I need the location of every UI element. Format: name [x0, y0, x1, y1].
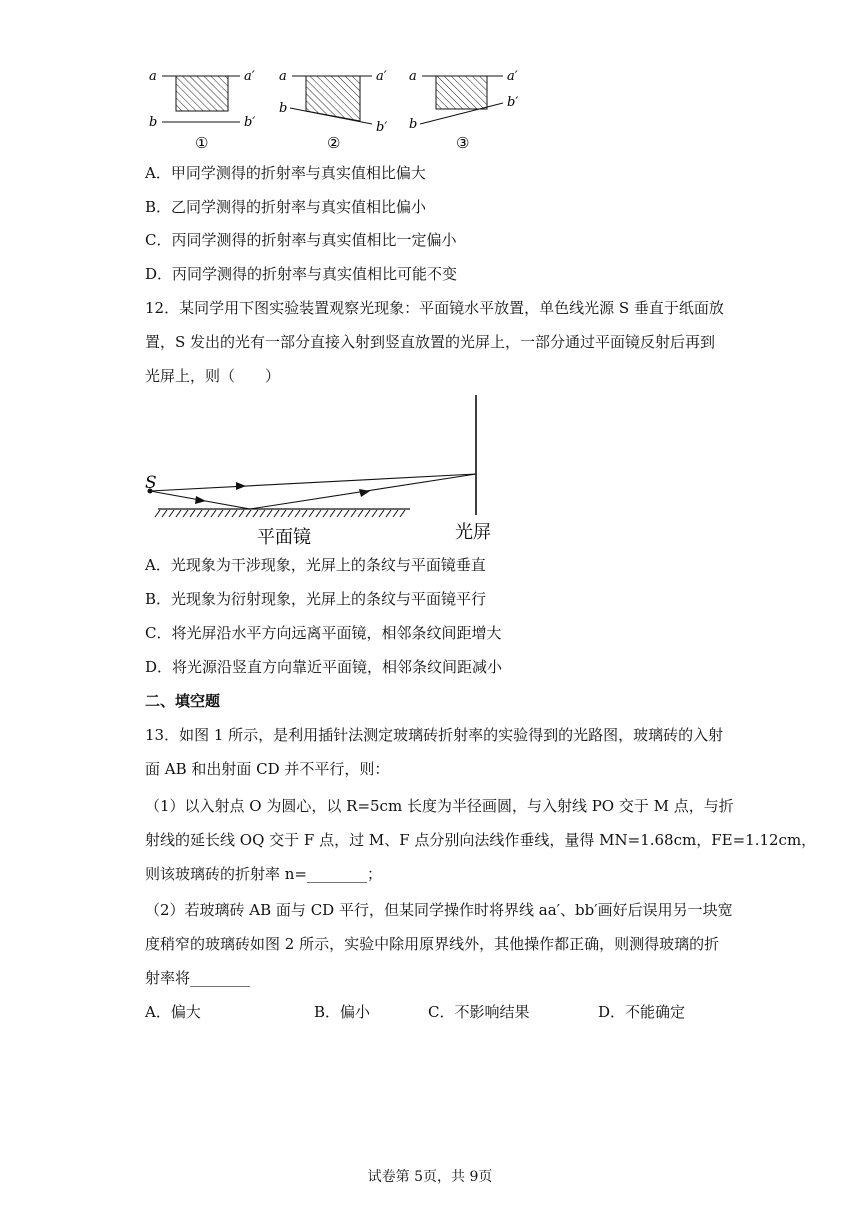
label-a-prime: a′: [244, 69, 255, 84]
glass-figure-2: [279, 69, 387, 152]
label-a: a: [149, 69, 157, 84]
q11-option-d[interactable]: D．丙同学测得的折射率与真实值相比可能不变: [145, 265, 458, 283]
q13-line-3: （1）以入射点 O 为圆心，以 R=5cm 长度为半径画圆，与入射线 PO 交于 M 点，与折: [145, 797, 734, 815]
q13-choice-a[interactable]: A．偏大: [145, 1003, 201, 1021]
q13-line-8: 射率将________: [145, 969, 251, 987]
section-title: 二、填空题: [145, 692, 221, 710]
source-label: S: [145, 473, 157, 493]
q11-option-b[interactable]: B．乙同学测得的折射率与真实值相比偏小: [145, 198, 427, 216]
glass-figure-3: [409, 69, 518, 152]
q13-line-4: 射线的延长线 OQ 交于 F 点，过 M、F 点分别向法线作垂线，量得 MN=1.68cm，FE=1.12cm，: [145, 831, 817, 849]
lloyd-mirror-figure: [145, 395, 491, 548]
screen-label: 光屏: [455, 522, 491, 543]
q12-stem-line-1: 12．某同学用下图实验装置观察光现象：平面镜水平放置，单色线光源 S 垂直于纸面放: [145, 299, 724, 317]
arrow-direct: [236, 482, 246, 490]
reflected-ray: [150, 474, 476, 509]
q12-option-b[interactable]: B．光现象为衍射现象，光屏上的条纹与平面镜平行: [145, 590, 487, 608]
label-b-prime: b′: [507, 95, 519, 110]
q13-line-1: 13．如图 1 所示，是利用插针法测定玻璃砖折射率的实验得到的光路图，玻璃砖的入射: [145, 726, 724, 744]
label-b-prime: b′: [376, 120, 388, 135]
label-a: a: [409, 69, 417, 84]
q12-stem-line-3: 光屏上，则（ ）: [145, 367, 281, 385]
caption-3: ③: [456, 134, 470, 152]
arrow-incident: [195, 496, 206, 504]
caption-1: ①: [195, 134, 209, 152]
direct-ray: [150, 474, 476, 491]
q12-option-c[interactable]: C．将光屏沿水平方向远离平面镜，相邻条纹间距增大: [145, 624, 502, 642]
label-b-prime: b′: [244, 115, 256, 130]
label-b: b: [409, 117, 418, 132]
q13-line-7: 度稍窄的玻璃砖如图 2 所示，实验中除用原界线外，其他操作都正确，则测得玻璃的折: [145, 935, 720, 953]
q12-stem-line-2: 置，S 发出的光有一部分直接入射到竖直放置的光屏上，一部分通过平面镜反射后再到: [145, 333, 716, 351]
glass-figure-1: [149, 69, 255, 152]
label-a-prime: a′: [507, 69, 518, 84]
label-b: b: [279, 101, 288, 116]
caption-2: ②: [327, 134, 341, 152]
mirror-hatching: [155, 510, 405, 517]
q13-line-5: 则该玻璃砖的折射率 n=________；: [145, 865, 382, 883]
q12-option-d[interactable]: D．将光源沿竖直方向靠近平面镜，相邻条纹间距减小: [145, 658, 503, 676]
mirror-label: 平面镜: [257, 527, 311, 548]
q13-choice-d[interactable]: D．不能确定: [598, 1003, 686, 1021]
q12-option-a[interactable]: A．光现象为干涉现象，光屏上的条纹与平面镜垂直: [145, 556, 486, 574]
q13-line-6: （2）若玻璃砖 AB 面与 CD 平行，但某同学操作时将界线 aa′、bb′画好后误用另一块宽: [145, 901, 733, 919]
q13-choice-b[interactable]: B．偏小: [314, 1003, 371, 1021]
page-footer: 试卷第 5页，共 9页: [367, 1169, 493, 1185]
q11-option-a[interactable]: A．甲同学测得的折射率与真实值相比偏大: [145, 164, 426, 182]
q11-option-c[interactable]: C．丙同学测得的折射率与真实值相比一定偏小: [145, 231, 457, 249]
q13-line-2: 面 AB 和出射面 CD 并不平行，则：: [145, 760, 390, 778]
label-a-prime: a′: [376, 69, 387, 84]
q13-choice-c[interactable]: C．不影响结果: [428, 1003, 530, 1021]
label-b: b: [149, 115, 158, 130]
label-a: a: [279, 69, 287, 84]
